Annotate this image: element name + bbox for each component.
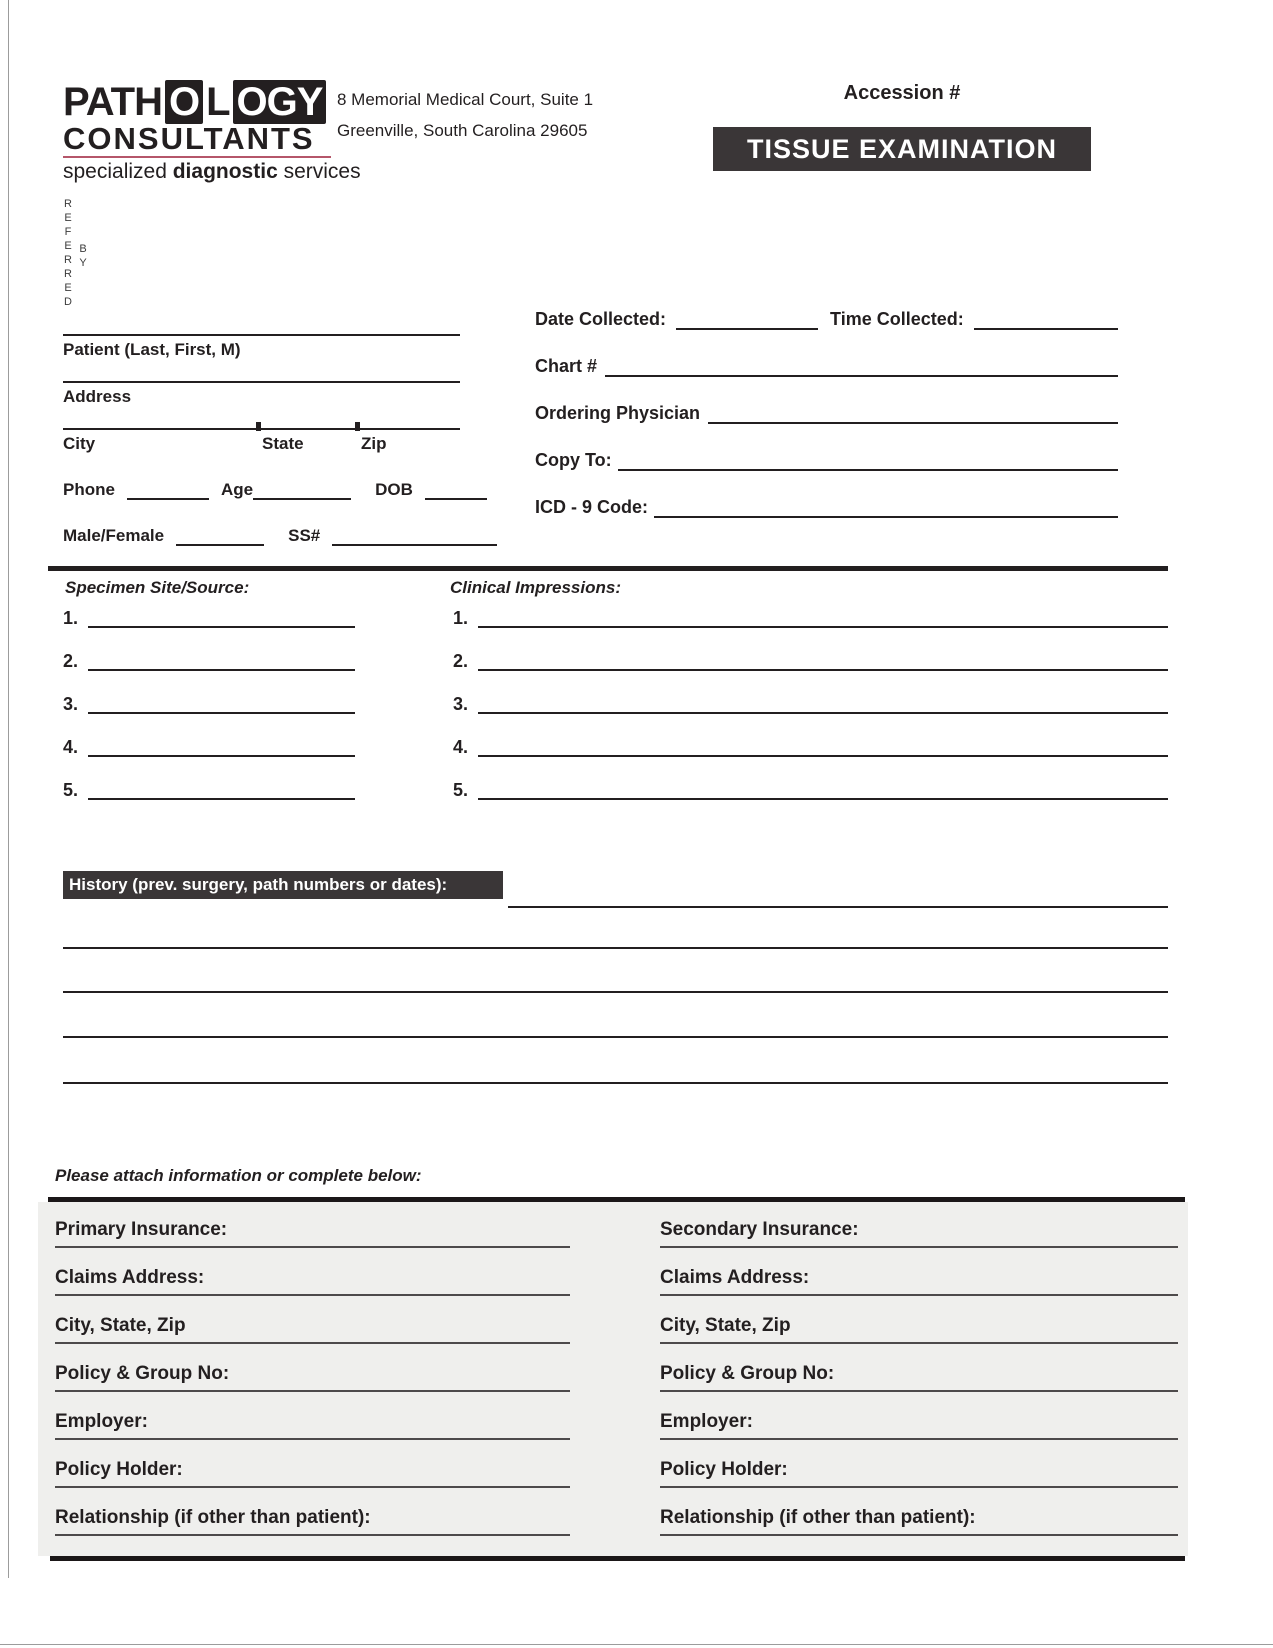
- specimen-site-heading: Specimen Site/Source:: [65, 578, 250, 597]
- phone-line[interactable]: [127, 478, 209, 500]
- tagline-bold: diagnostic: [172, 160, 278, 183]
- sex-label: Male/Female: [63, 526, 165, 545]
- date-collected-line[interactable]: [676, 308, 818, 330]
- logo-pathology: [63, 80, 326, 125]
- history-line-1[interactable]: [508, 906, 1168, 908]
- clinical-impression-line-4[interactable]: [478, 733, 1168, 757]
- patient-name-line[interactable]: [63, 334, 460, 336]
- zip-label: Zip: [361, 434, 387, 453]
- sex-ssn-row: [63, 524, 497, 546]
- primary-policy-group-field[interactable]: [55, 1356, 570, 1392]
- secondary-city-state-zip-label: City, State, Zip: [660, 1315, 791, 1336]
- logo-l-text: L: [206, 80, 230, 124]
- specimen-site-row-2: [63, 647, 355, 671]
- primary-policy-group-label: Policy & Group No:: [55, 1363, 230, 1384]
- accession-number-label: Accession #: [843, 82, 961, 104]
- specimen-number-2: 2.: [63, 651, 79, 671]
- address-line-2: Greenville, South Carolina 29605: [337, 121, 588, 140]
- primary-claims-address-label: Claims Address:: [55, 1267, 205, 1288]
- tagline-pre: specialized: [63, 160, 173, 183]
- logo-consultants: CONSULTANTS: [63, 121, 315, 156]
- address-line-1: 8 Memorial Medical Court, Suite 1: [337, 90, 594, 109]
- copy-to-line[interactable]: [618, 449, 1118, 471]
- impression-number-4: 4.: [453, 737, 469, 757]
- age-line[interactable]: [253, 478, 351, 500]
- ordering-physician-line[interactable]: [708, 402, 1118, 424]
- ordering-physician-row: [535, 402, 1118, 424]
- clinical-impression-row-3: [453, 690, 1168, 714]
- specimen-number-3: 3.: [63, 694, 79, 714]
- chart-number-row: [535, 355, 1118, 377]
- clinical-impression-row-5: [453, 776, 1168, 800]
- history-line-3[interactable]: [63, 991, 1168, 993]
- secondary-policy-group-label: Policy & Group No:: [660, 1363, 835, 1384]
- insurance-panel-bottom-rule: [50, 1556, 1185, 1561]
- insurance-instructions: Please attach information or complete below:: [55, 1166, 422, 1185]
- specimen-site-row-3: [63, 690, 355, 714]
- specimen-site-line-5[interactable]: [88, 776, 355, 800]
- page-edge-bottom: [0, 1644, 1273, 1645]
- specimen-site-line-1[interactable]: [88, 604, 355, 628]
- state-label: State: [262, 434, 304, 453]
- logo-path-text: PATH: [63, 80, 162, 124]
- tagline-post: services: [277, 160, 361, 183]
- impression-number-1: 1.: [453, 608, 469, 628]
- clinical-impression-line-1[interactable]: [478, 604, 1168, 628]
- impression-number-5: 5.: [453, 780, 469, 800]
- ssn-label: SS#: [288, 526, 321, 545]
- time-collected-line[interactable]: [974, 308, 1118, 330]
- dob-label: DOB: [375, 480, 413, 499]
- date-collected-label: Date Collected:: [535, 309, 667, 329]
- secondary-policy-holder-field[interactable]: [660, 1452, 1178, 1488]
- specimen-number-5: 5.: [63, 780, 79, 800]
- secondary-insurance-label: Secondary Insurance:: [660, 1219, 859, 1240]
- secondary-relationship-label: Relationship (if other than patient):: [660, 1507, 976, 1528]
- history-line-4[interactable]: [63, 1036, 1168, 1038]
- primary-city-state-zip-field[interactable]: [55, 1308, 570, 1344]
- logo-tagline: [63, 160, 361, 184]
- logo-o-block: O: [165, 80, 203, 124]
- time-collected-label: Time Collected:: [830, 309, 964, 329]
- copy-to-label: Copy To:: [535, 450, 612, 470]
- page-edge-left: [8, 0, 9, 1578]
- history-line-2[interactable]: [63, 947, 1168, 949]
- clinical-impression-row-1: [453, 604, 1168, 628]
- history-line-5[interactable]: [63, 1082, 1168, 1084]
- chart-number-label: Chart #: [535, 356, 598, 376]
- secondary-claims-address-label: Claims Address:: [660, 1267, 810, 1288]
- patient-address-label: Address: [63, 387, 132, 406]
- ordering-physician-label: Ordering Physician: [535, 403, 701, 423]
- secondary-employer-field[interactable]: [660, 1404, 1178, 1440]
- primary-employer-label: Employer:: [55, 1411, 148, 1432]
- clinical-impression-row-4: [453, 733, 1168, 757]
- form-title-banner: TISSUE EXAMINATION: [713, 127, 1091, 171]
- age-label: Age: [220, 480, 254, 499]
- icd9-code-line[interactable]: [654, 496, 1118, 518]
- clinical-impression-row-2: [453, 647, 1168, 671]
- clinical-impression-line-3[interactable]: [478, 690, 1168, 714]
- phone-label: Phone: [63, 480, 115, 499]
- specimen-number-1: 1.: [63, 608, 79, 628]
- ssn-line[interactable]: [332, 524, 497, 546]
- clinical-impression-line-5[interactable]: [478, 776, 1168, 800]
- specimen-site-line-3[interactable]: [88, 690, 355, 714]
- secondary-policy-holder-label: Policy Holder:: [660, 1459, 788, 1480]
- impression-number-2: 2.: [453, 651, 469, 671]
- phone-age-dob-row: [63, 478, 487, 500]
- logo-ogy-block: OGY: [233, 80, 327, 124]
- city-state-zip-line[interactable]: [63, 428, 460, 430]
- secondary-relationship-field[interactable]: [660, 1500, 1178, 1536]
- patient-name-label: Patient (Last, First, M): [63, 340, 241, 359]
- impression-number-3: 3.: [453, 694, 469, 714]
- zip-tick-mark: [355, 422, 360, 431]
- specimen-site-row-4: [63, 733, 355, 757]
- state-tick-mark: [256, 422, 261, 431]
- secondary-insurance-field[interactable]: [660, 1212, 1178, 1248]
- specimen-site-line-4[interactable]: [88, 733, 355, 757]
- specimen-number-4: 4.: [63, 737, 79, 757]
- secondary-employer-label: Employer:: [660, 1411, 753, 1432]
- sex-line[interactable]: [176, 524, 264, 546]
- specimen-site-line-2[interactable]: [88, 647, 355, 671]
- dob-line[interactable]: [425, 478, 487, 500]
- logo-red-rule: [63, 156, 331, 158]
- chart-number-line[interactable]: [605, 355, 1118, 377]
- referred-by-vertical-label: REFERRED: [62, 198, 74, 310]
- secondary-claims-address-field[interactable]: [660, 1260, 1178, 1296]
- city-label: City: [63, 434, 96, 453]
- primary-relationship-label: Relationship (if other than patient):: [55, 1507, 371, 1528]
- secondary-city-state-zip-field[interactable]: [660, 1308, 1178, 1344]
- patient-address-line[interactable]: [63, 381, 460, 383]
- icd9-code-row: [535, 496, 1118, 518]
- section-divider: [48, 566, 1168, 571]
- copy-to-row: [535, 449, 1118, 471]
- primary-insurance-field[interactable]: [55, 1212, 570, 1248]
- clinical-impression-line-2[interactable]: [478, 647, 1168, 671]
- specimen-site-row-5: [63, 776, 355, 800]
- primary-relationship-field[interactable]: [55, 1500, 570, 1536]
- secondary-policy-group-field[interactable]: [660, 1356, 1178, 1392]
- primary-policy-holder-label: Policy Holder:: [55, 1459, 183, 1480]
- clinical-impressions-heading: Clinical Impressions:: [450, 578, 621, 597]
- history-heading-banner: History (prev. surgery, path numbers or dates):: [63, 871, 503, 899]
- primary-policy-holder-field[interactable]: [55, 1452, 570, 1488]
- date-time-collected-row: [535, 308, 1118, 330]
- primary-city-state-zip-label: City, State, Zip: [55, 1315, 186, 1336]
- specimen-site-row-1: [63, 604, 355, 628]
- referred-by-vertical-label-by: BY: [77, 243, 89, 271]
- insurance-panel-top-rule: [48, 1197, 1185, 1202]
- practice-address: [337, 84, 593, 146]
- primary-insurance-label: Primary Insurance:: [55, 1219, 228, 1240]
- primary-employer-field[interactable]: [55, 1404, 570, 1440]
- primary-claims-address-field[interactable]: [55, 1260, 570, 1296]
- icd9-code-label: ICD - 9 Code:: [535, 497, 649, 517]
